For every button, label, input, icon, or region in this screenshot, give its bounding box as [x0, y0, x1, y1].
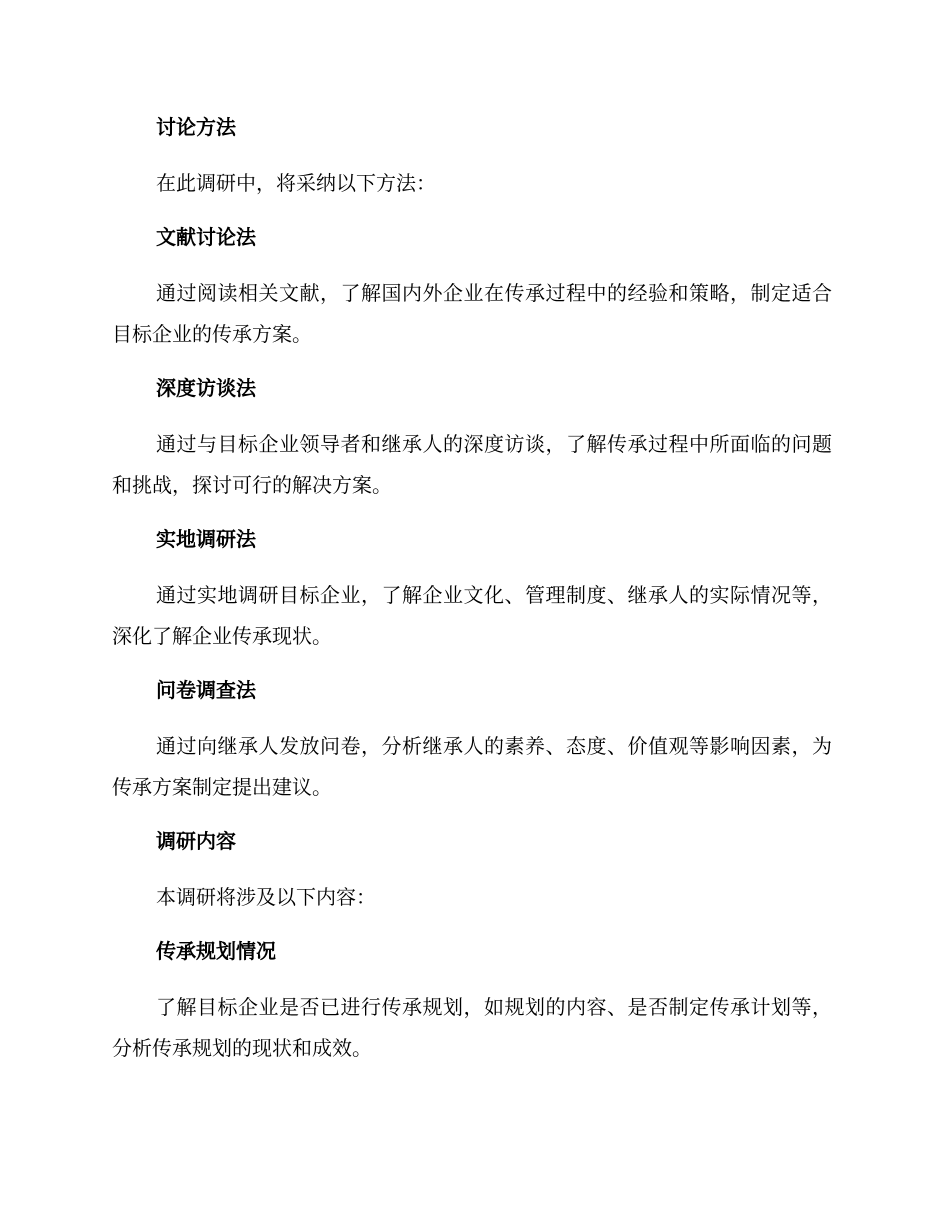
subheading-questionnaire-method: 问卷调查法: [156, 678, 256, 702]
section-heading-research-content: 调研内容: [156, 829, 236, 853]
section-heading-research-methods: 讨论方法: [156, 115, 236, 139]
subheading-field-research-method: 实地调研法: [156, 527, 256, 551]
paragraph-field-research-method: 通过实地调研目标企业，了解企业文化、管理制度、继承人的实际情况等，深化了解企业传承现状。: [112, 583, 832, 648]
paragraph-succession-planning: 了解目标企业是否已进行传承规划，如规划的内容、是否制定传承计划等，分析传承规划的现状和成效。: [112, 995, 832, 1060]
paragraph-content-intro: 本调研将涉及以下内容：: [156, 885, 376, 909]
paragraph-literature-method: 通过阅读相关文献，了解国内外企业在传承过程中的经验和策略，制定适合目标企业的传承方案。: [112, 281, 832, 346]
subheading-literature-method: 文献讨论法: [156, 225, 256, 249]
paragraph-interview-method: 通过与目标企业领导者和继承人的深度访谈，了解传承过程中所面临的问题和挑战，探讨可行的解决方案。: [112, 432, 832, 497]
paragraph-methods-intro: 在此调研中，将采纳以下方法：: [156, 171, 436, 195]
document-body: [112, 108, 832, 1083]
subheading-interview-method: 深度访谈法: [156, 376, 256, 400]
subheading-succession-planning: 传承规划情况: [156, 939, 276, 963]
paragraph-questionnaire-method: 通过向继承人发放问卷，分析继承人的素养、态度、价值观等影响因素，为传承方案制定提出建议。: [112, 734, 832, 799]
